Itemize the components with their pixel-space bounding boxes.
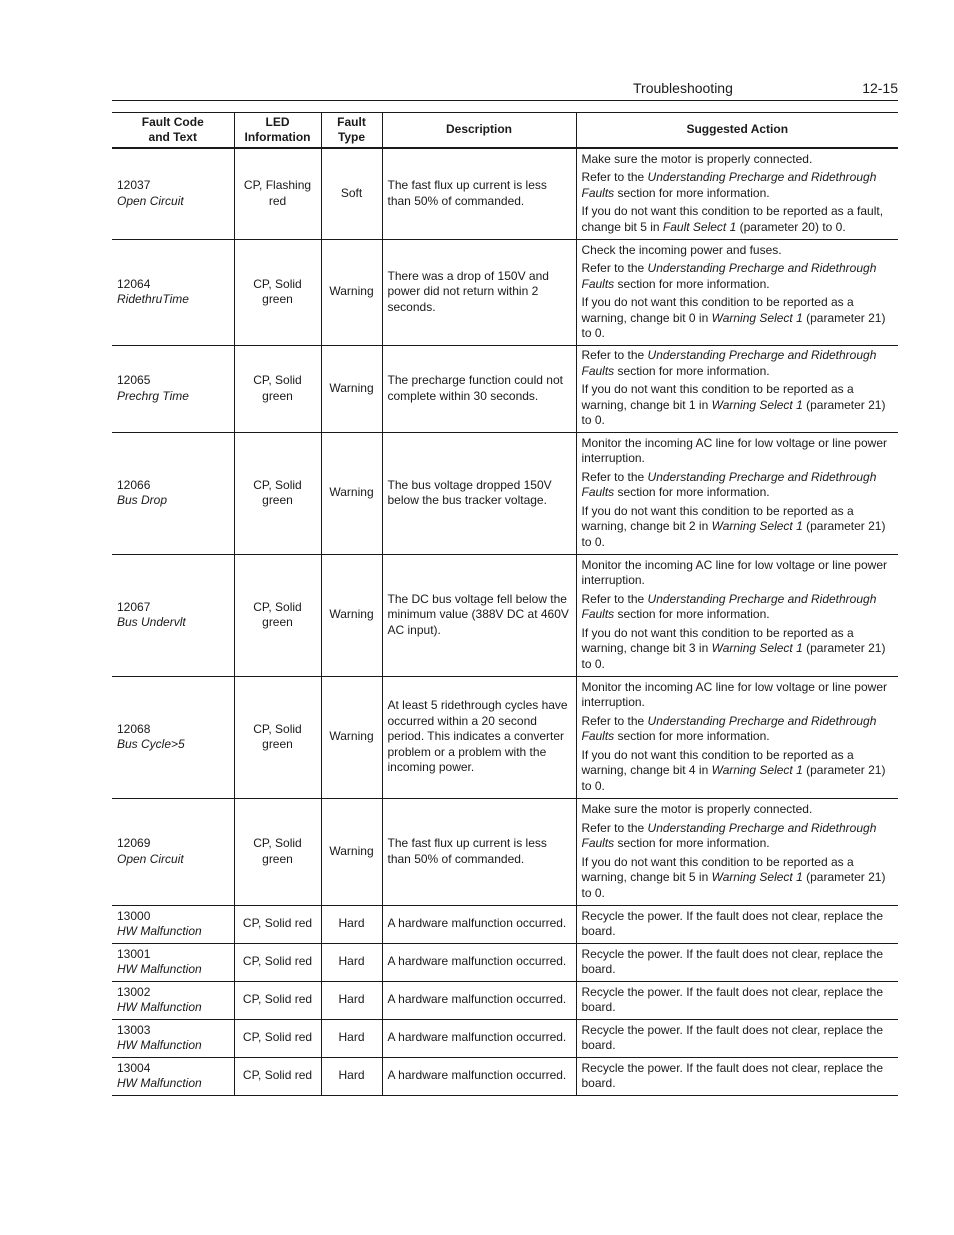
- description-cell: The bus voltage dropped 150V below the bus tracker voltage.: [382, 433, 576, 555]
- fault-number: 12064: [117, 276, 151, 291]
- fault-type-cell: Hard: [321, 1020, 382, 1058]
- led-information-cell: CP, Solid green: [234, 346, 321, 433]
- table-row: [112, 677, 898, 799]
- action-text: Recycle the power. If the fault does not clear, replace the board.: [581, 1060, 884, 1090]
- fault-number: 12066: [117, 477, 151, 492]
- fault-table: [112, 112, 898, 1096]
- fault-type-cell: Warning: [321, 240, 382, 346]
- suggested-action-cell: [576, 433, 898, 555]
- fault-name: HW Malfunction: [117, 924, 202, 938]
- fault-code-cell: [112, 677, 234, 799]
- column-header-line: Type: [337, 130, 366, 144]
- fault-code-cell: [112, 240, 234, 346]
- description-cell: At least 5 ridethrough cycles have occurred within a 20 second period. This indicates a converter problem or a problem with the incoming power.: [382, 677, 576, 799]
- led-information-cell: CP, Solid green: [234, 433, 321, 555]
- fault-code-cell: [112, 1058, 234, 1096]
- fault-code-cell: [112, 944, 234, 982]
- led-information-cell: CP, Solid red: [234, 1020, 321, 1058]
- action-reference: Fault Select 1: [662, 219, 737, 234]
- fault-number: 12067: [117, 599, 151, 614]
- action-text: (parameter 21) to 0.: [581, 641, 886, 671]
- action-reference: Warning Select 1: [711, 763, 803, 778]
- table-row: [112, 1058, 898, 1096]
- action-text: (parameter 21) to 0.: [581, 310, 886, 340]
- table-row: [112, 240, 898, 346]
- suggested-action-cell: [576, 1058, 898, 1096]
- fault-code-cell: [112, 346, 234, 433]
- suggested-action-cell: [576, 677, 898, 799]
- fault-name: Prechrg Time: [117, 388, 189, 403]
- table-row: [112, 906, 898, 944]
- action-text: If you do not want this condition to be reported as a warning, change bit 5 in: [581, 854, 854, 884]
- action-text: Refer to the: [581, 170, 648, 185]
- led-information-cell: CP, Solid green: [234, 799, 321, 906]
- column-header-description: [382, 113, 576, 149]
- fault-type-cell: Soft: [321, 148, 382, 240]
- description-cell: The precharge function could not complete within 30 seconds.: [382, 346, 576, 433]
- fault-number: 12068: [117, 721, 151, 736]
- action-reference: Warning Select 1: [711, 870, 803, 884]
- action-paragraph: [582, 382, 894, 429]
- fault-code-cell: [112, 555, 234, 677]
- column-header-line: Information: [244, 130, 311, 144]
- action-reference: Understanding Precharge and Ridethrough Faults: [581, 170, 877, 200]
- led-information-cell: CP, Solid red: [234, 944, 321, 982]
- action-text: section for more information.: [614, 276, 770, 291]
- action-text: If you do not want this condition to be reported as a warning, change bit 3 in: [581, 625, 854, 656]
- action-text: section for more information.: [614, 729, 770, 744]
- action-text: If you do not want this condition to be reported as a warning, change bit 2 in: [581, 503, 854, 534]
- fault-code-cell: [112, 982, 234, 1020]
- action-paragraph: [582, 261, 894, 292]
- led-information-cell: CP, Solid red: [234, 1058, 321, 1096]
- action-paragraph: [582, 855, 894, 902]
- fault-name: HW Malfunction: [117, 1038, 202, 1052]
- action-reference: Warning Select 1: [711, 397, 803, 412]
- suggested-action-cell: [576, 906, 898, 944]
- suggested-action-cell: [576, 240, 898, 346]
- action-text: Recycle the power. If the fault does not clear, replace the board.: [581, 908, 884, 938]
- fault-table-header: [112, 113, 898, 149]
- column-header-fault-type: [321, 113, 382, 149]
- column-header-line: Fault Code: [141, 114, 204, 129]
- fault-type-cell: Warning: [321, 555, 382, 677]
- description-cell: A hardware malfunction occurred.: [382, 944, 576, 982]
- action-text: Refer to the: [581, 713, 648, 728]
- suggested-action-cell: [576, 346, 898, 433]
- action-paragraph: [582, 748, 894, 795]
- action-paragraph: [582, 947, 894, 978]
- action-reference: Understanding Precharge and Ridethrough Faults: [581, 348, 877, 378]
- action-text: Make sure the motor is properly connected.: [581, 802, 813, 816]
- suggested-action-cell: [576, 1020, 898, 1058]
- action-paragraph: [582, 985, 894, 1016]
- fault-name: Open Circuit: [117, 851, 184, 866]
- action-text: Monitor the incoming AC line for low voltage or line power interruption.: [581, 435, 887, 466]
- fault-name: HW Malfunction: [117, 1076, 202, 1090]
- fault-number: 12069: [117, 836, 151, 850]
- fault-name: HW Malfunction: [117, 1000, 202, 1014]
- action-text: (parameter 21) to 0.: [581, 397, 886, 428]
- description-cell: The fast flux up current is less than 50% of commanded.: [382, 799, 576, 906]
- table-row: [112, 1020, 898, 1058]
- column-header-line: and Text: [148, 130, 197, 144]
- action-reference: Understanding Precharge and Ridethrough Faults: [581, 591, 877, 622]
- suggested-action-cell: [576, 982, 898, 1020]
- action-reference: Warning Select 1: [711, 310, 803, 325]
- fault-type-cell: Warning: [321, 799, 382, 906]
- action-text: section for more information.: [614, 485, 770, 500]
- led-information-cell: CP, Solid red: [234, 906, 321, 944]
- fault-type-cell: Warning: [321, 346, 382, 433]
- action-reference: Understanding Precharge and Ridethrough Faults: [581, 261, 877, 291]
- description-cell: The DC bus voltage fell below the minimum value (388V DC at 460V AC input).: [382, 555, 576, 677]
- fault-type-cell: Warning: [321, 677, 382, 799]
- action-text: Recycle the power. If the fault does not clear, replace the board.: [581, 1022, 884, 1052]
- action-paragraph: [582, 1023, 894, 1054]
- action-paragraph: [582, 243, 894, 259]
- action-text: If you do not want this condition to be reported as a warning, change bit 1 in: [581, 382, 854, 412]
- action-text: (parameter 21) to 0.: [581, 519, 886, 549]
- action-reference: Understanding Precharge and Ridethrough Faults: [581, 469, 877, 500]
- table-row: [112, 148, 898, 240]
- page-header: [112, 80, 898, 101]
- action-text: Monitor the incoming AC line for low voltage or line power interruption.: [581, 557, 887, 588]
- fault-type-cell: Hard: [321, 982, 382, 1020]
- action-paragraph: [582, 626, 894, 673]
- action-text: Refer to the: [581, 469, 648, 484]
- action-text: If you do not want this condition to be reported as a warning, change bit 4 in: [581, 747, 854, 778]
- action-paragraph: [582, 802, 894, 818]
- fault-number: 13001: [117, 946, 151, 961]
- action-text: Monitor the incoming AC line for low voltage or line power interruption.: [581, 679, 887, 710]
- action-text: If you do not want this condition to be reported as a warning, change bit 0 in: [581, 295, 854, 325]
- led-information-cell: CP, Flashing red: [234, 148, 321, 240]
- action-text: Refer to the: [581, 591, 648, 606]
- column-header-line: Suggested Action: [686, 122, 789, 137]
- fault-number: 12065: [117, 373, 151, 387]
- action-text: Recycle the power. If the fault does not clear, replace the board.: [581, 984, 884, 1014]
- table-row: [112, 346, 898, 433]
- fault-type-cell: Hard: [321, 906, 382, 944]
- action-paragraph: [582, 558, 894, 589]
- action-text: (parameter 21) to 0.: [581, 870, 886, 900]
- fault-number: 13000: [117, 908, 151, 923]
- description-cell: A hardware malfunction occurred.: [382, 1058, 576, 1096]
- action-text: Make sure the motor is properly connected.: [581, 151, 813, 166]
- action-reference: Warning Select 1: [711, 519, 803, 534]
- led-information-cell: CP, Solid green: [234, 555, 321, 677]
- suggested-action-cell: [576, 799, 898, 906]
- action-paragraph: [582, 821, 894, 852]
- action-reference: Warning Select 1: [711, 641, 803, 656]
- led-information-cell: CP, Solid red: [234, 982, 321, 1020]
- description-cell: There was a drop of 150V and power did not return within 2 seconds.: [382, 240, 576, 346]
- suggested-action-cell: [576, 944, 898, 982]
- fault-name: Bus Undervlt: [117, 615, 186, 629]
- fault-number: 13003: [117, 1022, 151, 1037]
- action-text: section for more information.: [614, 836, 770, 850]
- action-paragraph: [582, 909, 894, 940]
- action-text: section for more information.: [614, 185, 770, 200]
- description-cell: A hardware malfunction occurred.: [382, 1020, 576, 1058]
- fault-code-cell: [112, 799, 234, 906]
- fault-name: HW Malfunction: [117, 962, 202, 976]
- fault-number: 13002: [117, 984, 151, 999]
- action-text: If you do not want this condition to be reported as a fault, change bit 5 in: [581, 204, 884, 234]
- column-header-line: Description: [445, 122, 512, 137]
- action-text: Refer to the: [581, 820, 648, 835]
- fault-type-cell: Hard: [321, 1058, 382, 1096]
- table-row: [112, 799, 898, 906]
- action-text: Refer to the: [581, 348, 648, 363]
- table-row: [112, 555, 898, 677]
- action-reference: Understanding Precharge and Ridethrough Faults: [581, 820, 877, 850]
- action-paragraph: [582, 1061, 894, 1092]
- fault-code-cell: [112, 433, 234, 555]
- fault-name: Bus Drop: [117, 493, 168, 507]
- column-header-led: [234, 113, 321, 149]
- action-paragraph: [582, 592, 894, 623]
- suggested-action-cell: [576, 148, 898, 240]
- fault-type-cell: Warning: [321, 433, 382, 555]
- section-title: Troubleshooting: [633, 80, 733, 96]
- fault-table-body: [112, 148, 898, 1096]
- action-paragraph: [582, 436, 894, 467]
- fault-type-cell: Hard: [321, 944, 382, 982]
- action-paragraph: [582, 295, 894, 342]
- led-information-cell: CP, Solid green: [234, 240, 321, 346]
- action-text: Refer to the: [581, 261, 648, 275]
- fault-code-cell: [112, 906, 234, 944]
- column-header-line: LED: [265, 114, 290, 129]
- column-header-fault-code: [112, 113, 234, 149]
- action-text: Check the incoming power and fuses.: [581, 242, 782, 257]
- page-number: 12-15: [862, 80, 898, 96]
- table-row: [112, 982, 898, 1020]
- led-information-cell: CP, Solid green: [234, 677, 321, 799]
- action-text: Recycle the power. If the fault does not clear, replace the board.: [581, 946, 884, 976]
- description-cell: The fast flux up current is less than 50% of commanded.: [382, 148, 576, 240]
- column-header-suggested-action: [576, 113, 898, 149]
- action-paragraph: [582, 504, 894, 551]
- action-paragraph: [582, 170, 894, 201]
- fault-name: Open Circuit: [117, 193, 184, 208]
- fault-number: 12037: [117, 178, 151, 192]
- action-text: (parameter 20) to 0.: [736, 219, 846, 234]
- description-cell: A hardware malfunction occurred.: [382, 906, 576, 944]
- action-paragraph: [582, 470, 894, 501]
- action-paragraph: [582, 714, 894, 745]
- action-paragraph: [582, 680, 894, 711]
- action-paragraph: [582, 204, 894, 235]
- suggested-action-cell: [576, 555, 898, 677]
- action-paragraph: [582, 348, 894, 379]
- action-text: (parameter 21) to 0.: [581, 763, 886, 793]
- description-cell: A hardware malfunction occurred.: [382, 982, 576, 1020]
- action-text: section for more information.: [614, 607, 770, 622]
- table-row: [112, 433, 898, 555]
- fault-code-cell: [112, 148, 234, 240]
- fault-number: 13004: [117, 1060, 151, 1075]
- column-header-line: Fault: [337, 114, 366, 129]
- table-row: [112, 944, 898, 982]
- fault-code-cell: [112, 1020, 234, 1058]
- action-text: section for more information.: [614, 363, 770, 378]
- fault-name: RidethruTime: [117, 292, 189, 306]
- action-paragraph: [582, 152, 894, 168]
- fault-name: Bus Cycle>5: [117, 737, 185, 751]
- action-reference: Understanding Precharge and Ridethrough Faults: [581, 713, 877, 744]
